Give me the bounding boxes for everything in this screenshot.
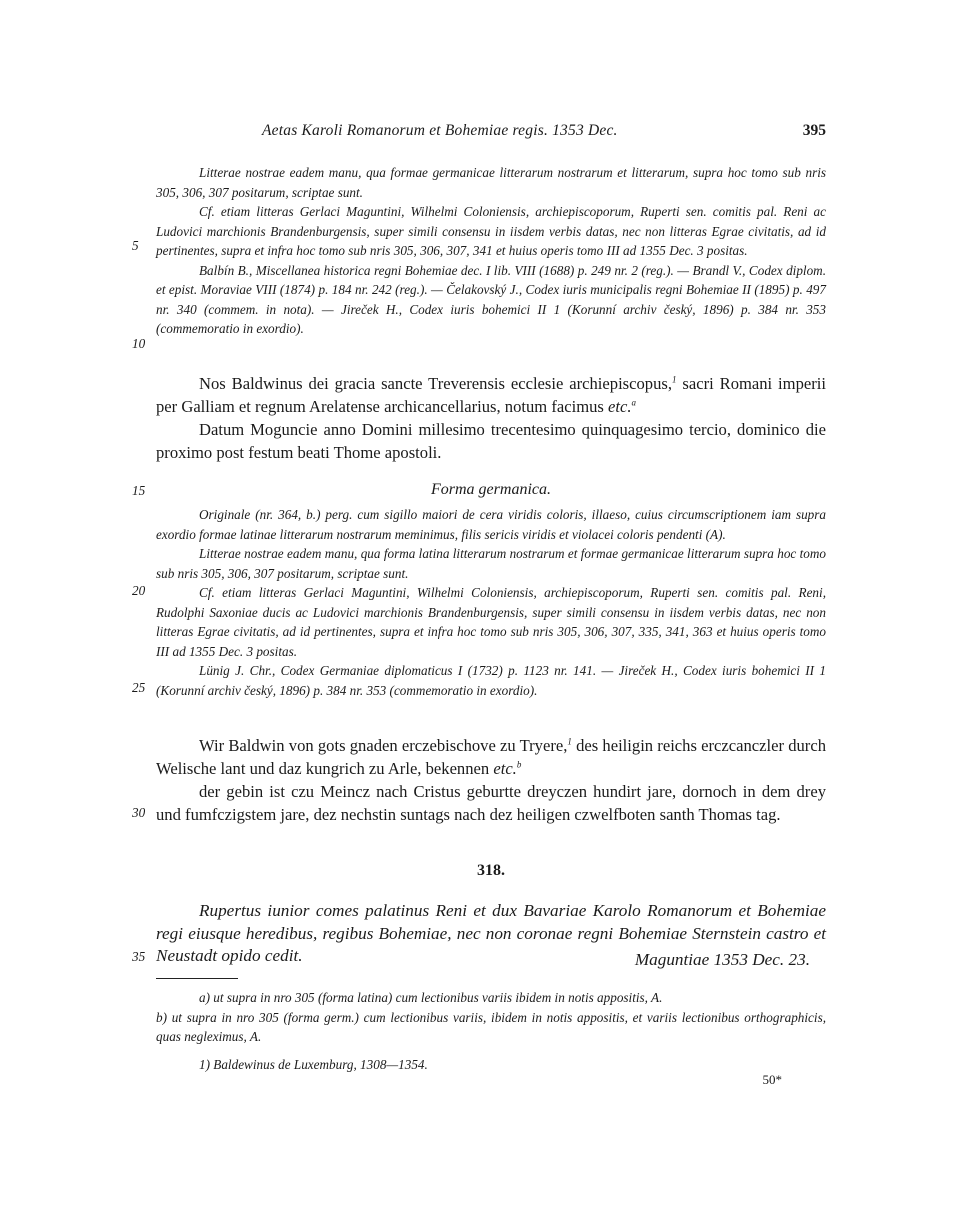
footnote-ref: 1 xyxy=(672,374,677,385)
document-number: 318. xyxy=(477,862,505,879)
latin-paragraph-1 xyxy=(156,372,826,418)
section-heading: Forma germanica. xyxy=(431,481,551,498)
footnote-b: b) ut supra in nro 305 (forma germ.) cum lectionibus variis, ibidem in notis appositis, et variis lectionibus orthographicis, quas neglеximus, A. xyxy=(156,1009,826,1044)
text-run: Nos Baldwinus dei gracia sancte Treverensis ecclesie archiepiscopus, xyxy=(199,374,673,393)
line-number: 20 xyxy=(132,583,146,598)
note-paragraph: Cf. etiam litteras Gerlaci Maguntini, Wilhelmi Coloniensis, archiepiscoporum, Ruperti sen. comitis pal. Reni ac Ludovici marchionis Brandenburgensis, super simili consensu in iisdem verbis datas, nec non litteras Egrae civitatis, ad id pertinentes, supra et infra hoc tomo sub nris 305, 306, 307, 341 et huius operis tomo III ad 1355 Dec. 3 positas. xyxy=(156,204,826,258)
page-number: 395 xyxy=(802,122,826,139)
text-run: Wir Baldwin von gots gnaden erczebischove zu Tryere, xyxy=(199,736,568,755)
running-header xyxy=(156,122,826,144)
latin-paragraph-2: Datum Moguncie anno Domini millesimo trecentesimo quinquagesimo tercio, dominico die proximo post festum beati Thome apostoli. xyxy=(156,420,826,462)
line-number: 5 xyxy=(132,238,139,253)
notes-block-german xyxy=(156,505,826,700)
text-run: etc. xyxy=(608,397,632,416)
footnote-a: a) ut supra in nro 305 (forma latina) cum lectionibus variis ibidem in notis appositis, A. xyxy=(199,990,663,1005)
text-run: etc. xyxy=(493,759,517,778)
line-number: 15 xyxy=(132,483,146,498)
signature-mark: 50* xyxy=(762,1072,782,1087)
line-number: 25 xyxy=(132,680,146,695)
text-run: Rupertus iunior comes palatinus Reni et dux Bavariae Karolo Romanorum et Bohemiae regi eiusque heredibus, regibus Bohemiae, nec non coronae regni Bohemiae Sternstein castro et Neustadt opido cedit. xyxy=(156,901,826,965)
footnote-rule xyxy=(156,978,238,979)
latin-text xyxy=(156,372,826,464)
text-run: sacri Romani imperii per Galliam et regnum Arelatense archicancellarius, notum facimus xyxy=(156,374,826,416)
note-paragraph: Cf. etiam litteras Gerlaci Maguntini, Wilhelmi Coloniensis, archiepiscoporum, Ruperti sen. comitis pal. Reni, Rudolphi Saxoniae ducis ac Ludovici marchionis Brandenburgensis, super simili consensu in iisdem verbis datas, nec non litteras Egrae civitatis, ad id pertinentes, supra et infra hoc tomo sub nris 305, 306, 307, 335, 341, 363 et huius operis tomo III ad 1355 Dec. 3 positas. xyxy=(156,585,826,659)
line-number: 10 xyxy=(132,336,146,351)
footnotes xyxy=(156,988,826,1074)
note-paragraph: Originale (nr. 364, b.) perg. cum sigillo maiori de cera viridis coloris, illaeso, cuius circumscriptionem iam supra exordio formae latinae litterarum nostrarum meminimus, filis sericis viridis et violacei coloris pendenti (A). xyxy=(156,507,826,542)
footnote-ref: a xyxy=(631,397,637,408)
german-text xyxy=(156,734,826,826)
footnote-1: 1) Baldewinus de Luxemburg, 1308—1354. xyxy=(199,1056,428,1072)
german-paragraph-2: der gebin ist czu Meincz nach Cristus geburtte dreyczen hundirt jare, dornoch in dem drey und fumfczigstem jare, dez nechstin suntags nach dez heiligen czwelfboten santh Thomas tag. xyxy=(156,782,826,824)
note-paragraph: Lünig J. Chr., Codex Germaniae diplomaticus I (1732) p. 1123 nr. 141. — Jireček H., Codex iuris bohemici II 1 (Korunní archiv český, 1896) p. 384 nr. 353 (commemoratio in exordio). xyxy=(156,663,826,698)
footnote-ref: b xyxy=(516,759,522,770)
running-title: Aetas Karoli Romanorum et Bohemiae regis. 1353 Dec. xyxy=(262,122,618,139)
note-paragraph: Litterae nostrae eadem manu, qua forma latina litterarum nostrarum et formae germanicae litterarum supra hoc tomo sub nris 305, 306, 307 positarum, scriptae sunt. xyxy=(156,546,826,581)
notes-block-latin xyxy=(156,163,826,339)
line-number: 35 xyxy=(132,949,146,964)
line-number: 30 xyxy=(132,805,146,820)
note-paragraph: Litterae nostrae eadem manu, qua formae germanicae litterarum nostrarum et litterarum, supra hoc tomo sub nris 305, 306, 307 positarum, scriptae sunt. xyxy=(156,165,826,200)
place-date: Maguntiae 1353 Dec. 23. xyxy=(634,950,810,969)
german-paragraph-1 xyxy=(156,734,826,780)
note-paragraph: Balbín B., Miscellanea historica regni Bohemiae dec. I lib. VIII (1688) p. 249 nr. 2 (reg.). — Brandl V., Codex diplom. et epist. Moraviae VIII (1874) p. 184 nr. 242 (reg.). — Čelakovský J., Codex iuris municipalis regni Bohemiae II (1895) p. 497 nr. 340 (commem. in nota). — Jireček H., Codex iuris bohemici II 1 (Korunní archiv český, 1896) p. 384 nr. 353 (commemoratio in exordio). xyxy=(156,262,826,336)
text-run: des heiligin reichs erczcanczler durch Welische lant und daz kungrich zu Arle, bekennen xyxy=(156,736,826,778)
footnote-ref: 1 xyxy=(567,736,572,747)
